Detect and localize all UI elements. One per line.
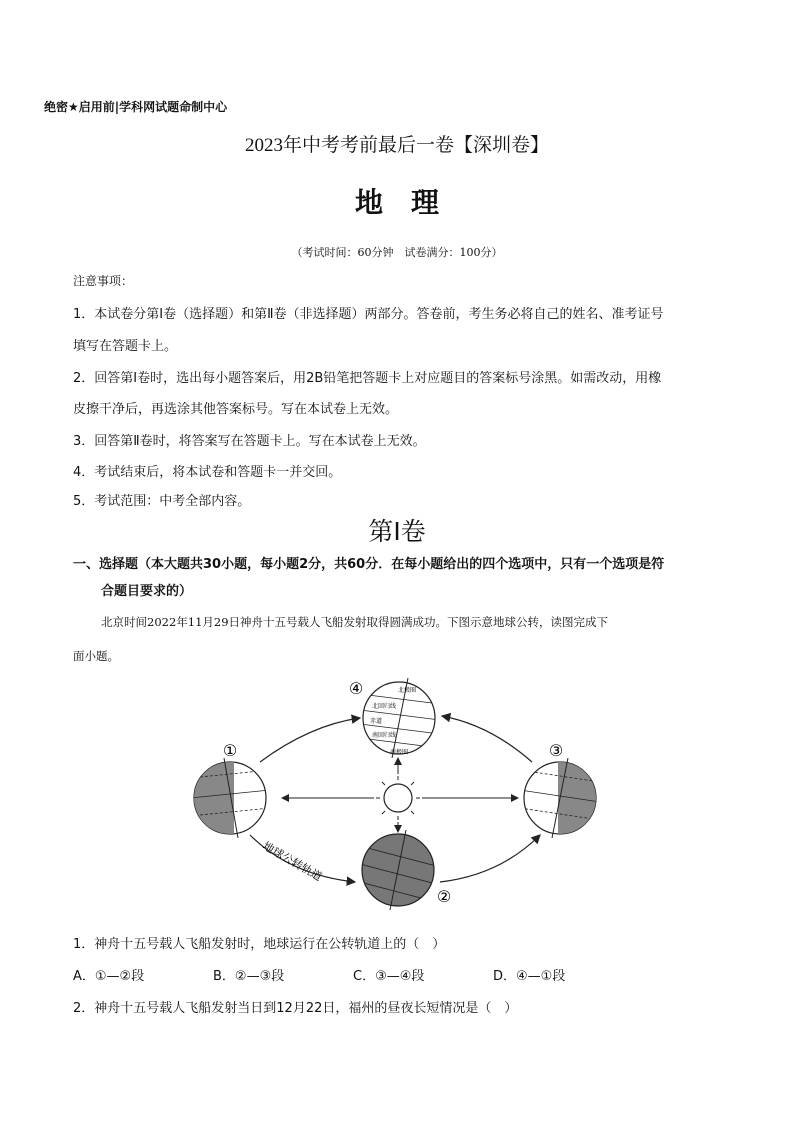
passage-intro-cont: 面小题。 bbox=[73, 649, 119, 663]
latitude-label: 北回归线 bbox=[372, 703, 397, 710]
exam-time-info: （考试时间：60分钟 试卷满分：100分） bbox=[291, 246, 503, 259]
position-label-2: ② bbox=[436, 887, 452, 906]
question-1-option-a: A．①—②段 bbox=[73, 969, 145, 984]
section-heading: 一、选择题（本大题共30小题，每小题2分，共60分．在每小题给出的四个选项中，只有一个选项是符 bbox=[73, 557, 665, 572]
notes-title: 注意事项： bbox=[73, 274, 134, 288]
latitude-label: 南回归线 bbox=[372, 732, 397, 739]
question-1-stem: 1．神舟十五号载人飞船发射时，地球运行在公转轨道上的（ ） bbox=[73, 937, 446, 952]
latitude-label: 赤道 bbox=[370, 718, 383, 725]
note-line: 3．回答第Ⅱ卷时，将答案写在答题卡上。写在本试卷上无效。 bbox=[73, 434, 426, 449]
note-line: 4．考试结束后，将本试卷和答题卡一并交回。 bbox=[73, 465, 342, 480]
earth-position-2 bbox=[360, 830, 436, 910]
question-1-option-c: C．③—④段 bbox=[353, 969, 425, 984]
latitude-label: 南极圈 bbox=[390, 749, 409, 756]
volume-heading: 第Ⅰ卷 bbox=[368, 519, 426, 546]
sun-icon bbox=[376, 776, 420, 820]
note-line: 2．回答第Ⅰ卷时，选出每小题答案后，用2B铅笔把答题卡上对应题目的答案标号涂黑。如需改动，用橡 bbox=[73, 371, 662, 386]
question-1-option-b: B．②—③段 bbox=[213, 969, 285, 984]
position-label-1: ① bbox=[222, 741, 238, 760]
note-line: 皮擦干净后，再选涂其他答案标号。写在本试卷上无效。 bbox=[73, 402, 399, 417]
earth-orbit-diagram bbox=[190, 670, 610, 910]
position-label-4: ④ bbox=[348, 679, 364, 698]
question-1-option-d: D．④—①段 bbox=[493, 969, 566, 984]
note-line: 5．考试范围：中考全部内容。 bbox=[73, 494, 251, 509]
position-label-3: ③ bbox=[548, 741, 564, 760]
confidential-header: 绝密★启用前|学科网试题命制中心 bbox=[44, 100, 228, 114]
exam-title: 2023年中考考前最后一卷【深圳卷】 bbox=[244, 135, 549, 156]
passage-intro: 北京时间2022年11月29日神舟十五号载人飞船发射取得圆满成功。下图示意地球公转，读图完成下 bbox=[101, 615, 609, 629]
orbit-label: 地球公转轨道 bbox=[260, 839, 325, 884]
orbit-arrow bbox=[440, 835, 540, 882]
earth-position-1 bbox=[190, 758, 270, 840]
subject-title: 地理 bbox=[354, 186, 467, 219]
question-2-stem: 2．神舟十五号载人飞船发射当日到12月22日，福州的昼夜长短情况是（ ） bbox=[73, 1001, 518, 1016]
orbit-arrow bbox=[442, 716, 532, 762]
note-line: 1．本试卷分第Ⅰ卷（选择题）和第Ⅱ卷（非选择题）两部分。答卷前，考生务必将自己的姓名、准考证号 bbox=[73, 307, 664, 322]
orbit-arrow bbox=[260, 718, 360, 762]
latitude-label: 北极圈 bbox=[398, 687, 417, 694]
earth-position-3 bbox=[520, 758, 600, 840]
section-heading-cont: 合题目要求的） bbox=[101, 584, 193, 599]
note-line: 填写在答题卡上。 bbox=[73, 339, 178, 354]
